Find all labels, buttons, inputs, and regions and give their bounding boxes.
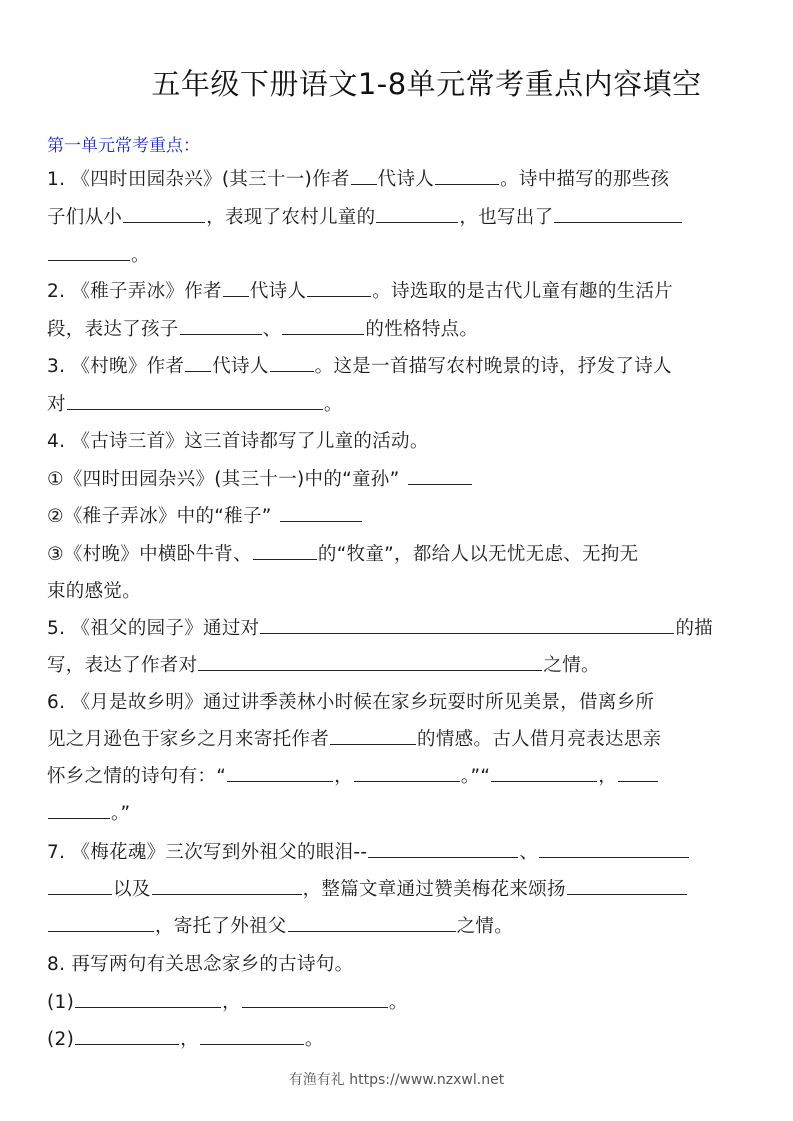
blank[interactable] <box>75 989 221 1008</box>
footer-watermark: 有渔有礼 https://www.nzxwl.net <box>288 1072 505 1088</box>
question-5-line-1: 5. 《祖父的园子》通过对 的描 <box>47 614 713 640</box>
question-8-heading: 8. 再写两句有关思念家乡的古诗句。 <box>47 954 354 975</box>
blank-dynasty[interactable] <box>185 353 211 372</box>
blank[interactable] <box>288 913 456 932</box>
blank[interactable] <box>282 316 364 335</box>
question-6-line-1: 6. 《月是故乡明》通过讲季羡林小时候在家乡玩耍时所见美景，借离乡所 <box>47 692 655 713</box>
blank[interactable] <box>330 726 416 745</box>
question-4-item-3: ③《村晚》中横卧牛背、 的“牧童”，都给人以无忧无虑、无拘无 <box>47 540 638 566</box>
question-4-heading: 4. 《古诗三首》这三首诗都写了儿童的活动。 <box>47 431 429 452</box>
blank[interactable] <box>491 763 597 782</box>
blank[interactable] <box>75 1026 179 1045</box>
blank-dynasty[interactable] <box>351 166 377 185</box>
question-1-line-2: 子们从小 ，表现了农村儿童的 ，也写出了 <box>47 203 683 229</box>
question-6-line-4: 。” <box>47 799 130 825</box>
blank[interactable] <box>123 204 205 223</box>
blank[interactable] <box>253 541 317 560</box>
question-7-line-2: 以及 ，整篇文章通过赞美梅花来颂扬 <box>47 875 688 901</box>
blank[interactable] <box>408 466 472 485</box>
blank[interactable] <box>242 989 388 1008</box>
page-title: 五年级下册语文1-8单元常考重点内容填空 <box>151 67 702 101</box>
question-8-item-1: (1) ， 。 <box>47 988 408 1014</box>
blank[interactable] <box>48 876 112 895</box>
section-heading-unit-1: 第一单元常考重点： <box>47 136 200 156</box>
question-1-line-1: 1. 《四时田园杂兴》(其三十一)作者 代诗人 。诗中描写的那些孩 <box>47 165 669 191</box>
blank[interactable] <box>48 800 110 819</box>
blank[interactable] <box>354 763 460 782</box>
blank-poet[interactable] <box>270 353 314 372</box>
blank[interactable] <box>368 839 518 858</box>
question-2-line-2: 段，表达了孩子 、 的性格特点。 <box>47 315 478 341</box>
blank[interactable] <box>280 503 362 522</box>
question-4-item-2: ②《稚子弄冰》中的“稚子” <box>47 502 363 528</box>
blank-poet[interactable] <box>307 278 371 297</box>
blank[interactable] <box>200 1026 304 1045</box>
blank[interactable] <box>227 763 333 782</box>
blank[interactable] <box>618 763 658 782</box>
question-4-item-1: ①《四时田园杂兴》(其三十一)中的“童孙” <box>47 465 473 491</box>
blank[interactable] <box>260 615 674 634</box>
blank-poet[interactable] <box>435 166 499 185</box>
blank-dynasty[interactable] <box>223 278 249 297</box>
blank[interactable] <box>48 913 154 932</box>
question-7-line-3: ，寄托了外祖父 之情。 <box>47 912 513 938</box>
question-5-line-2: 写，表达了作者对 之情。 <box>47 651 600 677</box>
question-1-line-3: 。 <box>47 241 150 267</box>
blank[interactable] <box>554 204 682 223</box>
blank[interactable] <box>67 391 323 410</box>
question-6-line-3: 怀乡之情的诗句有：“ ， 。”“ ， <box>47 762 659 788</box>
blank[interactable] <box>198 652 542 671</box>
question-6-line-2: 见之月逊色于家乡之月来寄托作者 的情感。古人借月亮表达思亲 <box>47 725 661 751</box>
blank[interactable] <box>152 876 302 895</box>
question-3-line-2: 对 。 <box>47 390 343 416</box>
blank[interactable] <box>180 316 262 335</box>
question-7-line-1: 7. 《梅花魂》三次写到外祖父的眼泪-- 、 <box>47 838 690 864</box>
question-4-item-3-cont: 束的感觉。 <box>47 581 142 602</box>
blank[interactable] <box>567 876 687 895</box>
question-3-line-1: 3. 《村晚》作者 代诗人 。这是一首描写农村晚景的诗，抒发了诗人 <box>47 352 672 378</box>
question-2-line-1: 2. 《稚子弄冰》作者 代诗人 。诗选取的是古代儿童有趣的生活片 <box>47 277 673 303</box>
blank[interactable] <box>48 242 130 261</box>
question-8-item-2: (2) ， 。 <box>47 1025 324 1051</box>
blank[interactable] <box>376 204 458 223</box>
blank[interactable] <box>539 839 689 858</box>
